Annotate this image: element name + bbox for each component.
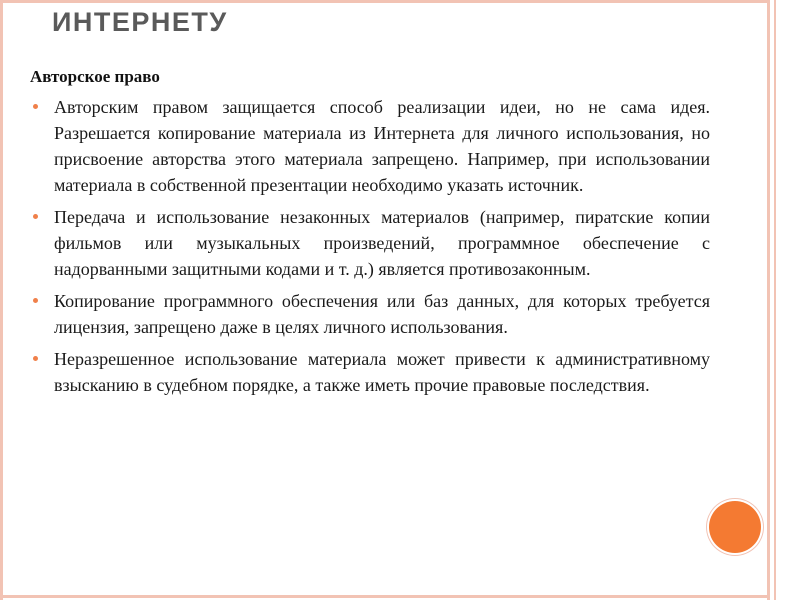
slide-content xyxy=(30,64,710,404)
frame-left-border xyxy=(0,0,3,600)
bullet-item xyxy=(30,346,710,398)
bullet-list xyxy=(30,94,710,398)
decorative-orange-circle-icon xyxy=(709,501,761,553)
bullet-dot-icon xyxy=(33,356,38,361)
bullet-text: Авторским правом защищается способ реализации идеи, но не сама идея. Разрешается копирование материала из Интернета для личного использования, но присвоение авторства этого материала запрещено. Например, при использовании материала в собственной презентации необходимо указать источник. xyxy=(54,97,710,195)
section-subtitle: Авторское право xyxy=(30,67,160,86)
bullet-text: Копирование программного обеспечения или баз данных, для которых требуется лицензия, запрещено даже в целях личного использования. xyxy=(54,291,710,337)
frame-right-line-outer xyxy=(767,0,770,600)
slide-title: ИНТЕРНЕТУ xyxy=(52,7,228,37)
frame-bottom-border xyxy=(0,595,767,598)
bullet-dot-icon xyxy=(33,214,38,219)
bullet-dot-icon xyxy=(33,298,38,303)
frame-right-line-inner xyxy=(774,0,776,600)
bullet-item xyxy=(30,204,710,282)
bullet-text: Неразрешенное использование материала может привести к административному взысканию в судебном порядке, а также иметь прочие правовые последствия. xyxy=(54,349,710,395)
bullet-text: Передача и использование незаконных материалов (например, пиратские копии фильмов или музыкальных произведений, программное обеспечение с надорванными защитными кодами и т. д.) является противозаконным. xyxy=(54,207,710,279)
bullet-item xyxy=(30,288,710,340)
bullet-item xyxy=(30,94,710,198)
bullet-dot-icon xyxy=(33,104,38,109)
